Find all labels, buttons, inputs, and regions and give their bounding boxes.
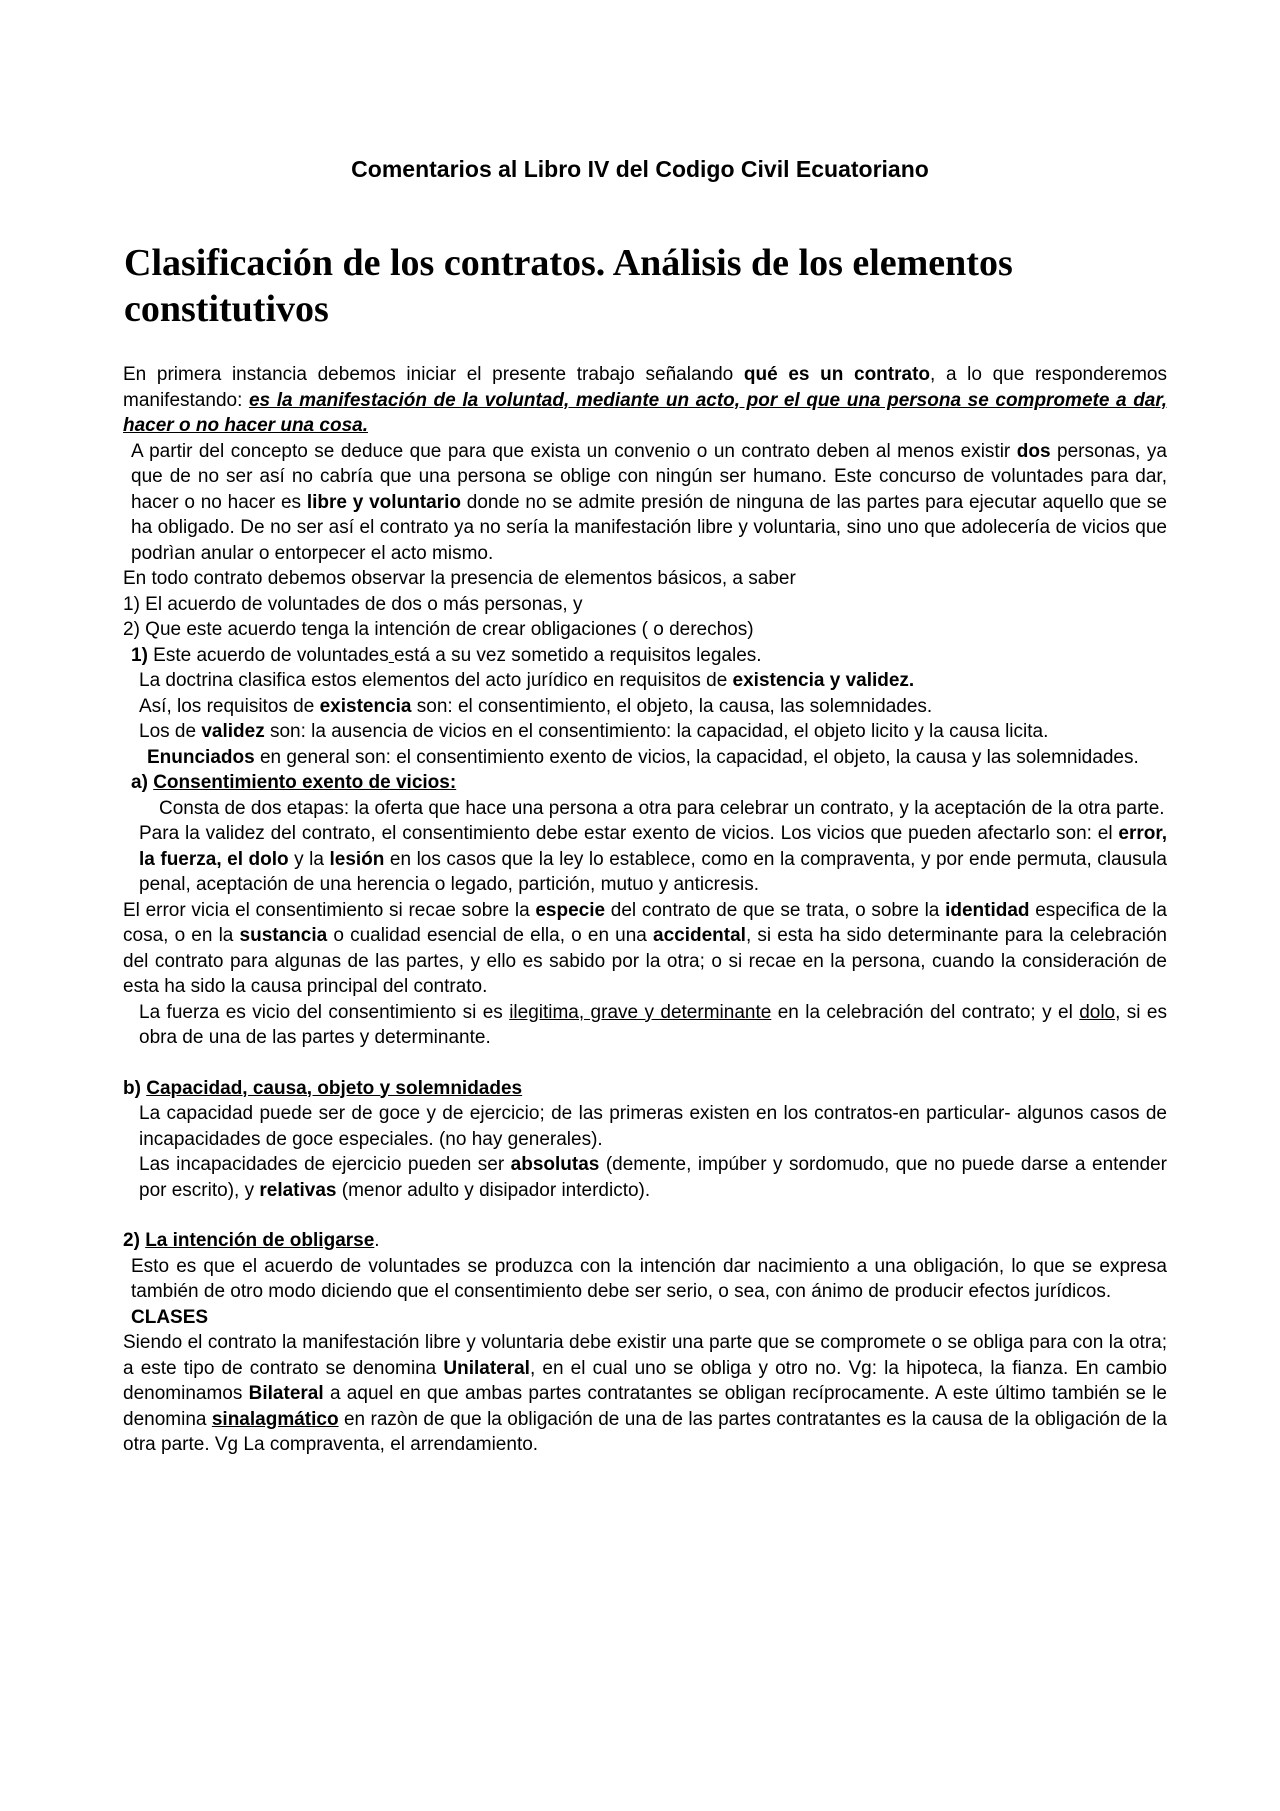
document-header: Comentarios al Libro IV del Codigo Civil Ecuatoriano: [351, 156, 929, 182]
paragraph-intention: Esto es que el acuerdo de voluntades se produzca con la intención dar nacimiento a una obligación, lo que se expresa también de otro modo diciendo que el consentimiento debe ser serio, o sea, con ánimo de producir efectos jurídicos.: [131, 1255, 1167, 1302]
document-title: Clasificación de los contratos. Análisis de los elementos constitutivos: [124, 242, 1013, 330]
paragraph-capacity: La capacidad puede ser de goce y de ejercicio; de las primeras existen en los contratos-en particular- algunos casos de incapacidades de goce especiales. (no hay generales).: [139, 1103, 1167, 1150]
paragraph-doctrine: La doctrina clasifica estos elementos del acto jurídico en requisitos de existencia y validez.: [139, 670, 915, 691]
document-body: [123, 362, 1167, 1458]
spacer: [123, 1203, 1167, 1228]
heading-consent: a) Consentimiento exento de vicios:: [131, 772, 457, 793]
list-item-1: 1) El acuerdo de voluntades de dos o más personas, y: [123, 593, 583, 615]
paragraph-classes: Siendo el contrato la manifestación libre y voluntaria debe existir una parte que se compromete o se obliga para con la otra; a este tipo de contrato se denomina Unilateral, en el cual uno se obliga y otro no. Vg: la hipoteca, la fianza. En cambio denominamos Bilateral a aquel en que ambas partes contratantes se obligan recíprocamente. A este último también se le denomina sinalagmático en razòn de que la obligación de una de las partes contratantes es la causa de la obligación de la otra parte. Vg La compraventa, el arrendamiento.: [123, 1332, 1167, 1455]
paragraph-error: El error vicia el consentimiento si recae sobre la especie del contrato de que se trata, o sobre la identidad especifica de la cosa, o en la sustancia o cualidad esencial de ella, o en una accidental, si esta ha sido determinante para la celebración del contrato para algunas de las partes, y ello es sabido por la otra; o si recae en la persona, cuando la consideración de esta ha sido la causa principal del contrato.: [123, 899, 1167, 997]
paragraph-incapacity: Las incapacidades de ejercicio pueden ser absolutas (demente, impúber y sordomudo, que no puede darse a entender por escrito), y relativas (menor adulto y disipador interdicto).: [139, 1154, 1168, 1201]
spacer: [123, 1051, 1167, 1076]
heading-capacity: b) Capacidad, causa, objeto y solemnidades: [123, 1077, 523, 1099]
paragraph-concept: A partir del concepto se deduce que para que exista un convenio o un contrato deben al menos existir dos personas, ya que de no ser así no cabría que una persona se oblige con ningún ser humano. Este concurso de voluntades para dar, hacer o no hacer es libre y voluntario donde no se admite presión de ninguna de las partes para ejecutar aquello que se ha obligado. De no ser así el contrato ya no sería la manifestación libre y voluntaria, sino uno que adolecería de vicios que podrìan anular o entorpecer el acto mismo.: [131, 440, 1168, 564]
list-item-2: 2) Que este acuerdo tenga la intención de crear obligaciones ( o derechos): [123, 619, 754, 640]
paragraph-definition: En primera instancia debemos iniciar el presente trabajo señalando qué es un contrato, a lo que responderemos manifestando: es la manifestación de la voluntad, mediante un acto, por el que una persona se compromete a dar, hacer o no hacer una cosa.: [123, 364, 1167, 436]
paragraph-existence: Así, los requisitos de existencia son: el consentimiento, el objeto, la causa, las solemnidades.: [139, 695, 933, 717]
paragraph-legal-requirements: 1) Este acuerdo de voluntades está a su vez sometido a requisitos legales.: [131, 644, 762, 666]
paragraph-validity: Los de validez son: la ausencia de vicios en el consentimiento: la capacidad, el objeto licito y la causa licita.: [139, 721, 1049, 742]
paragraph-stages: Consta de dos etapas: la oferta que hace una persona a otra para celebrar un contrato, y la aceptación de la otra parte.: [159, 797, 1165, 819]
heading-intention: 2) La intención de obligarse.: [123, 1230, 380, 1251]
paragraph-vices: Para la validez del contrato, el consentimiento debe estar exento de vicios. Los vicios que pueden afectarlo son: el error, la fuerza, el dolo y la lesión en los casos que la ley lo establece, como en la compraventa, y por ende permuta, clausula penal, aceptación de una herencia o legado, partición, mutuo y anticresis.: [139, 823, 1167, 895]
paragraph-basic-elements: En todo contrato debemos observar la presencia de elementos básicos, a saber: [123, 568, 796, 589]
paragraph-force: La fuerza es vicio del consentimiento si es ilegitima, grave y determinante en la celebración del contrato; y el dolo, si es obra de una de las partes y determinante.: [139, 1001, 1167, 1048]
heading-classes: CLASES: [131, 1306, 209, 1328]
paragraph-enunciated: Enunciados en general son: el consentimiento exento de vicios, la capacidad, el objeto, la causa y las solemnidades.: [147, 746, 1139, 768]
